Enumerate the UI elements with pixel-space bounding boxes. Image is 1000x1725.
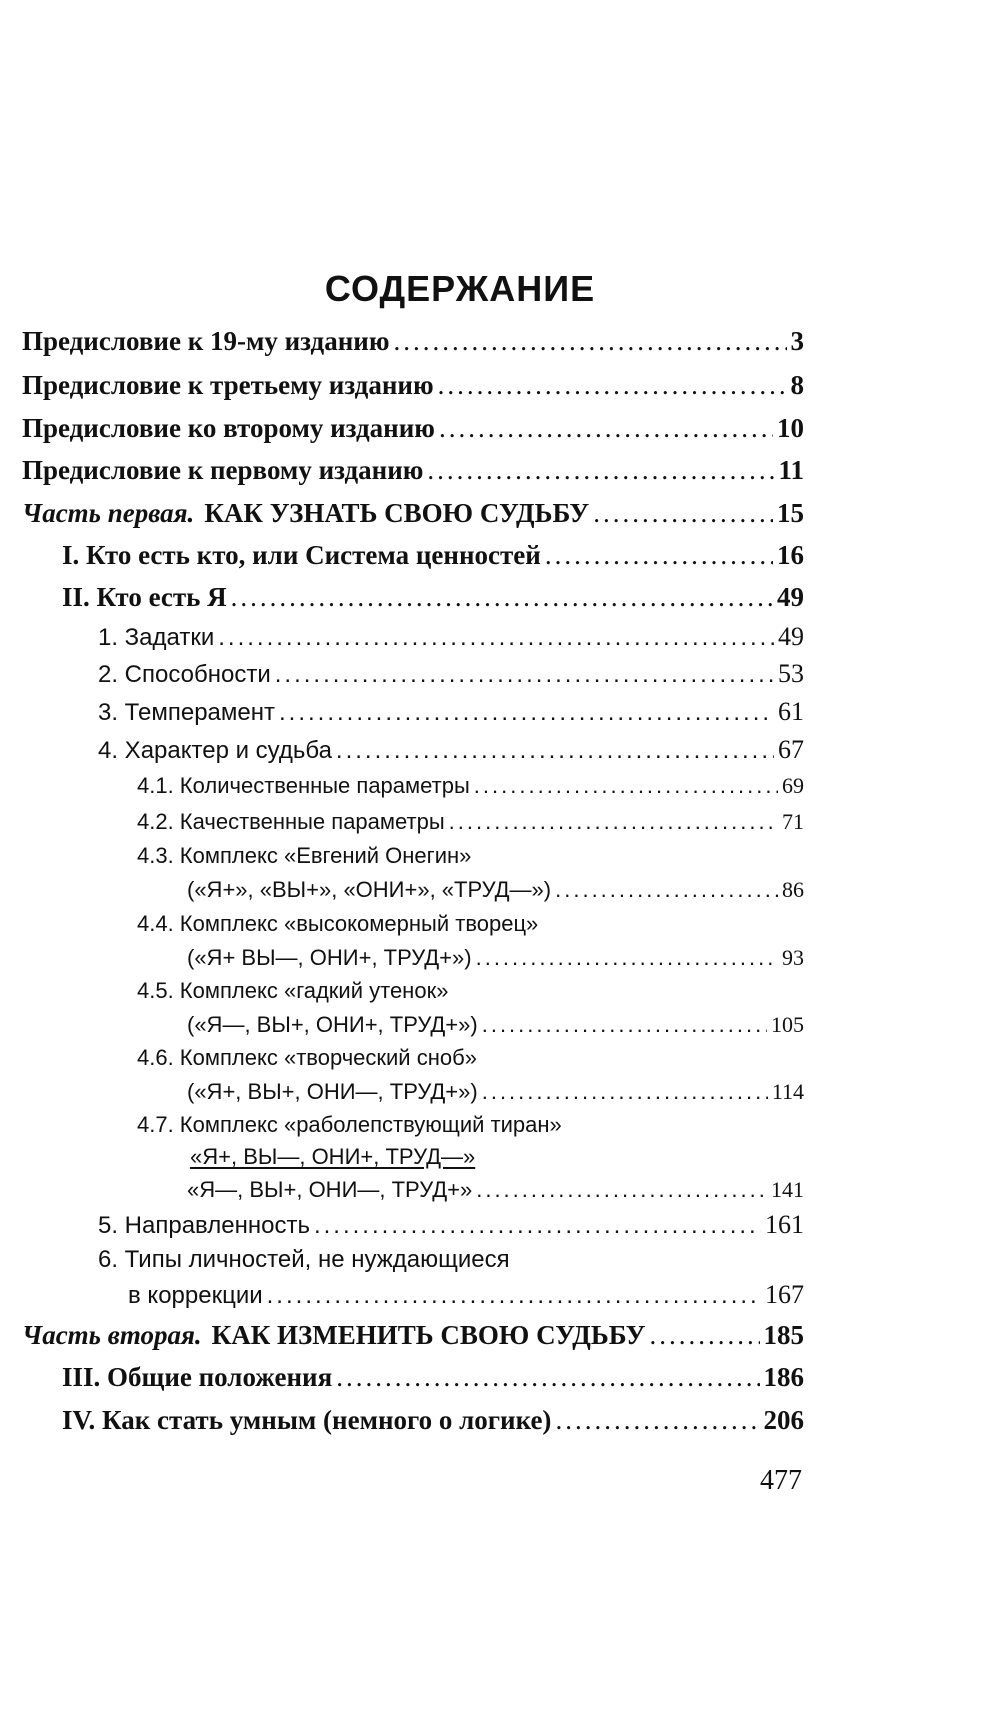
toc-entry-label: («Я+ ВЫ—, ОНИ+, ТРУД+») xyxy=(187,945,472,970)
page-number-folio: 477 xyxy=(760,1465,802,1496)
toc-page-number: 186 xyxy=(763,1362,804,1392)
toc-page-number: 67 xyxy=(778,735,804,764)
toc-entry-chapter-2[interactable] xyxy=(62,582,804,613)
toc-page-number: 49 xyxy=(777,582,804,612)
dot-leader xyxy=(427,455,774,486)
toc-entry-section-4-7[interactable] xyxy=(187,1177,804,1203)
toc-page-number: 16 xyxy=(777,540,804,570)
toc-entry-section-4[interactable] xyxy=(98,735,804,765)
dot-leader xyxy=(336,1362,759,1393)
toc-entry-label: II. Кто есть Я xyxy=(62,582,227,612)
toc-entry-label: в коррекции xyxy=(128,1282,263,1309)
dot-leader xyxy=(649,1320,759,1351)
dot-leader xyxy=(336,737,774,765)
dot-leader xyxy=(474,773,778,799)
toc-entry-part-2[interactable] xyxy=(22,1320,804,1351)
toc-entry-label-group xyxy=(22,1320,645,1351)
toc-entry-section-3[interactable] xyxy=(98,697,804,727)
toc-entry-label: 4. Характер и судьба xyxy=(98,737,332,764)
dot-leader xyxy=(449,809,778,835)
dot-leader xyxy=(476,1177,767,1203)
toc-entry-label: Предисловие к первому изданию xyxy=(22,455,424,485)
toc-page-number: 141 xyxy=(771,1177,804,1202)
toc-page-number: 93 xyxy=(782,945,804,970)
toc-page-number: 71 xyxy=(782,809,804,834)
toc-entry-label: 5. Направленность xyxy=(98,1212,310,1239)
toc-page-number: 206 xyxy=(763,1405,804,1435)
toc-entry-label: I. Кто есть кто, или Система ценностей xyxy=(62,540,541,570)
toc-entry-label: КАК УЗНАТЬ СВОЮ СУДЬБУ xyxy=(204,498,590,528)
toc-entry-preface-19[interactable] xyxy=(22,326,804,357)
dot-leader xyxy=(555,1405,759,1436)
toc-entry-section-6[interactable] xyxy=(128,1280,804,1310)
toc-page-number: 15 xyxy=(777,498,804,528)
toc-entry-section-4-3[interactable] xyxy=(187,877,804,903)
toc-entry-section-4-1[interactable] xyxy=(137,773,804,799)
page-title: СОДЕРЖАНИЕ xyxy=(324,268,596,309)
toc-entry-label: 4.1. Количественные параметры xyxy=(137,773,470,798)
toc-entry-part-1[interactable] xyxy=(22,498,804,529)
toc-entry-label: III. Общие положения xyxy=(62,1362,333,1392)
toc-page-number: 61 xyxy=(778,697,804,726)
toc-page-number: 8 xyxy=(790,370,804,400)
dot-leader xyxy=(476,945,778,971)
toc-entry-label: 2. Способности xyxy=(98,661,271,688)
toc-entry-chapter-4[interactable] xyxy=(62,1405,804,1436)
toc-entry-section-4-5-title: 4.5. Комплекс «гадкий утенок» xyxy=(137,978,449,1003)
toc-entry-preface-1[interactable] xyxy=(22,455,804,486)
toc-entry-section-4-4-title: 4.4. Комплекс «высокомерный творец» xyxy=(137,911,539,936)
toc-entry-section-4-5[interactable] xyxy=(187,1012,804,1038)
part-word: Часть первая. xyxy=(22,498,195,528)
toc-page-number: 53 xyxy=(778,659,804,688)
toc-entry-section-4-3-title: 4.3. Комплекс «Евгений Онегин» xyxy=(137,843,472,868)
toc-page-number: 105 xyxy=(771,1012,804,1037)
dot-leader xyxy=(545,540,773,571)
toc-entry-label: Предисловие ко второму изданию xyxy=(22,413,435,443)
toc-page-number: 114 xyxy=(771,1079,804,1104)
toc-entry-section-2[interactable] xyxy=(98,659,804,689)
toc-page-number: 86 xyxy=(782,877,804,902)
dot-leader xyxy=(482,1012,767,1038)
toc-entry-section-4-7-struck-line: «Я+, ВЫ—, ОНИ+, ТРУД—» xyxy=(190,1144,476,1169)
toc-entry-label: Предисловие к третьему изданию xyxy=(22,370,434,400)
dot-leader xyxy=(279,699,774,727)
dot-leader xyxy=(439,413,773,444)
toc-entry-section-6-title: 6. Типы личностей, не нуждающиеся xyxy=(98,1246,510,1273)
dot-leader xyxy=(275,661,774,689)
toc-entry-label: КАК ИЗМЕНИТЬ СВОЮ СУДЬБУ xyxy=(211,1320,646,1350)
toc-page-number: 167 xyxy=(765,1280,804,1309)
toc-entry-label: Предисловие к 19-му изданию xyxy=(22,326,390,356)
toc-entry-section-1[interactable] xyxy=(98,622,804,652)
toc-page-number: 10 xyxy=(777,413,804,443)
toc-page-number: 11 xyxy=(778,455,804,485)
toc-page-number: 49 xyxy=(778,622,804,651)
dot-leader xyxy=(231,582,773,613)
toc-entry-label-group xyxy=(22,498,589,529)
toc-page-number: 3 xyxy=(790,326,804,356)
toc-entry-label: («Я+, ВЫ+, ОНИ—, ТРУД+») xyxy=(187,1079,478,1104)
toc-entry-section-4-4[interactable] xyxy=(187,945,804,971)
toc-entry-label: («Я—, ВЫ+, ОНИ+, ТРУД+») xyxy=(187,1012,478,1037)
toc-entry-preface-2[interactable] xyxy=(22,413,804,444)
dot-leader xyxy=(438,370,787,401)
toc-entry-label: 4.2. Качественные параметры xyxy=(137,809,445,834)
toc-page-number: 69 xyxy=(782,773,804,798)
toc-entry-section-4-7-title: 4.7. Комплекс «раболепствующий тиран» xyxy=(137,1112,562,1137)
toc-page-number: 185 xyxy=(763,1320,804,1350)
dot-leader xyxy=(314,1212,761,1240)
toc-entry-section-4-6[interactable] xyxy=(187,1079,804,1105)
dot-leader xyxy=(218,624,774,652)
toc-entry-section-4-2[interactable] xyxy=(137,809,804,835)
dot-leader xyxy=(393,326,786,357)
toc-entry-label: IV. Как стать умным (немного о логике) xyxy=(62,1405,552,1435)
dot-leader xyxy=(593,498,773,529)
part-word: Часть вторая. xyxy=(22,1320,202,1350)
toc-entry-preface-3[interactable] xyxy=(22,370,804,401)
toc-entry-section-4-6-title: 4.6. Комплекс «творческий сноб» xyxy=(137,1045,477,1070)
toc-entry-label: «Я—, ВЫ+, ОНИ—, ТРУД+» xyxy=(187,1177,473,1202)
toc-entry-chapter-3[interactable] xyxy=(62,1362,804,1393)
toc-entry-label: 3. Темперамент xyxy=(98,699,275,726)
toc-entry-section-5[interactable] xyxy=(98,1210,804,1240)
toc-entry-chapter-1[interactable] xyxy=(62,540,804,571)
dot-leader xyxy=(267,1282,761,1310)
toc-entry-label: («Я+», «ВЫ+», «ОНИ+», «ТРУД—») xyxy=(187,877,552,902)
toc-entry-label: 1. Задатки xyxy=(98,624,215,651)
dot-leader xyxy=(482,1079,768,1105)
toc-page-number: 161 xyxy=(765,1210,804,1239)
dot-leader xyxy=(555,877,778,903)
